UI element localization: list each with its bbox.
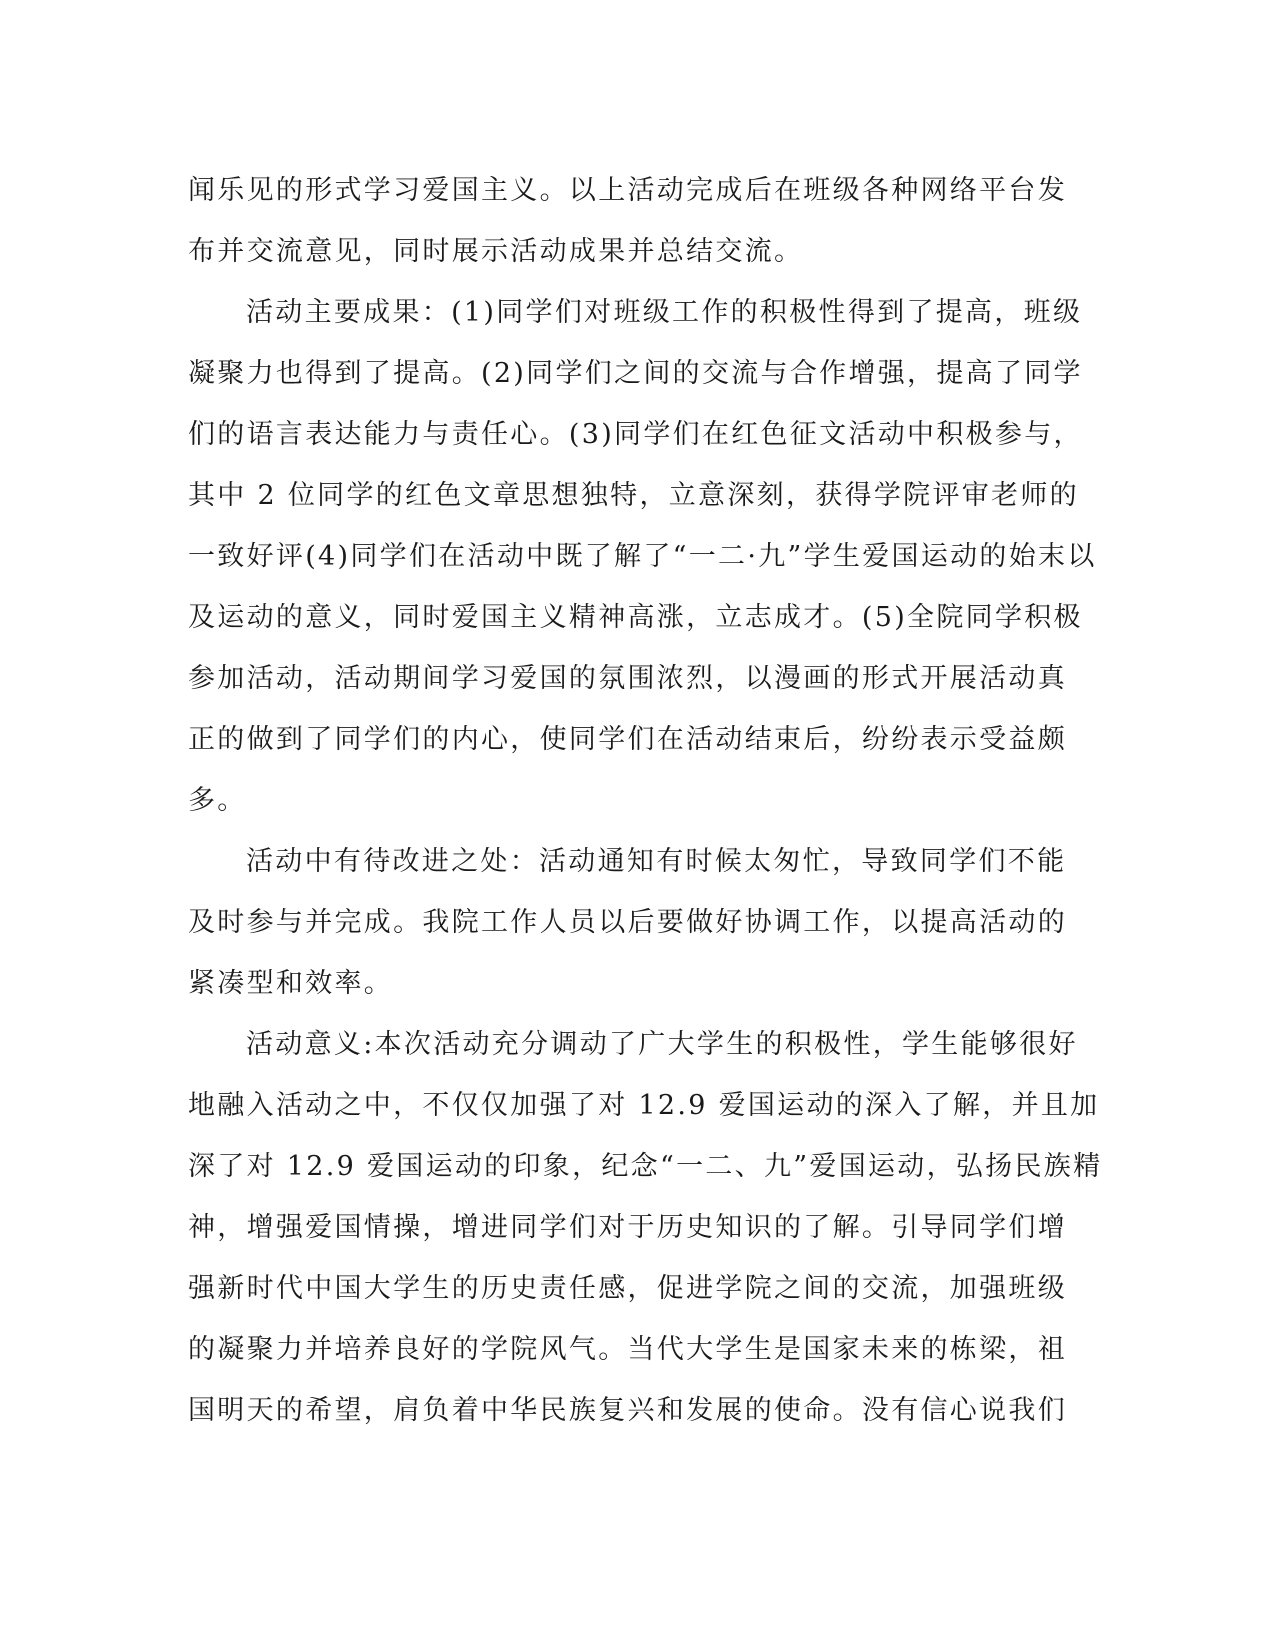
paragraph-results-line-7: 参加活动，活动期间学习爱国的氛围浓烈，以漫画的形式开展活动真 (188, 663, 1067, 694)
paragraph-significance-line-7: 国明天的希望，肩负着中华民族复兴和发展的使命。没有信心说我们 (188, 1395, 1067, 1426)
paragraph-results-line-4: 其中 2 位同学的红色文章思想独特，立意深刻，获得学院评审老师的 (188, 480, 1079, 511)
paragraph-continuation-line-2: 布并交流意见，同时展示活动成果并总结交流。 (188, 236, 804, 267)
paragraph-improvements-line-3: 紧凑型和效率。 (188, 968, 394, 999)
paragraph-results-line-2: 凝聚力也得到了提高。(2)同学们之间的交流与合作增强，提高了同学 (188, 358, 1083, 389)
paragraph-results-line-5: 一致好评(4)同学们在活动中既了解了“一二·九”学生爱国运动的始末以 (188, 541, 1097, 572)
paragraph-significance-line-4: 神，增强爱国情操，增进同学们对于历史知识的了解。引导同学们增 (188, 1212, 1067, 1243)
paragraph-significance-line-6: 的凝聚力并培养良好的学院风气。当代大学生是国家未来的栋梁，祖 (188, 1334, 1067, 1365)
paragraph-significance-line-3: 深了对 12.9 爱国运动的印象，纪念“一二、九”爱国运动，弘扬民族精 (188, 1151, 1103, 1182)
paragraph-results-line-1: 活动主要成果：(1)同学们对班级工作的积极性得到了提高，班级 (246, 297, 1083, 328)
paragraph-improvements-line-1: 活动中有待改进之处：活动通知有时候太匆忙，导致同学们不能 (246, 846, 1067, 877)
document-body (188, 160, 1103, 1441)
paragraph-significance-line-2: 地融入活动之中，不仅仅加强了对 12.9 爱国运动的深入了解，并且加 (188, 1090, 1100, 1121)
paragraph-results-line-6: 及运动的意义，同时爱国主义精神高涨，立志成才。(5)全院同学积极 (188, 602, 1083, 633)
paragraph-results-line-3: 们的语言表达能力与责任心。(3)同学们在红色征文活动中积极参与， (188, 419, 1083, 450)
paragraph-results-line-9: 多。 (188, 785, 247, 816)
paragraph-significance-line-1: 活动意义:本次活动充分调动了广大学生的积极性，学生能够很好 (246, 1029, 1078, 1060)
paragraph-improvements-line-2: 及时参与并完成。我院工作人员以后要做好协调工作，以提高活动的 (188, 907, 1067, 938)
paragraph-continuation-line-1: 闻乐见的形式学习爱国主义。以上活动完成后在班级各种网络平台发 (188, 175, 1067, 206)
paragraph-results-line-8: 正的做到了同学们的内心，使同学们在活动结束后，纷纷表示受益颇 (188, 724, 1067, 755)
paragraph-significance-line-5: 强新时代中国大学生的历史责任感，促进学院之间的交流，加强班级 (188, 1273, 1067, 1304)
